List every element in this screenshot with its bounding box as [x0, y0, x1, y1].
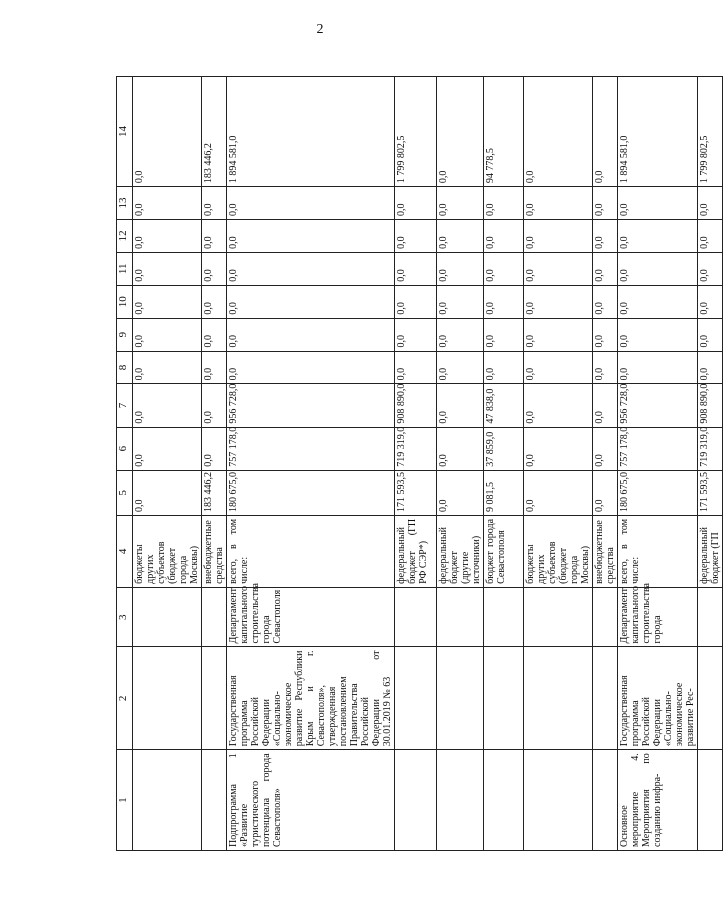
budget-table	[116, 76, 723, 851]
table-cell	[484, 647, 524, 750]
table-cell: 0,0	[437, 427, 484, 470]
table-cell: 719 319,0	[395, 427, 437, 470]
table-cell: 0,0	[227, 318, 395, 351]
table-cell: 0,0	[593, 318, 618, 351]
table-cell: 0,0	[133, 470, 202, 515]
table-cell: 0,0	[524, 318, 593, 351]
table-cell: 0,0	[484, 252, 524, 285]
table-cell	[437, 587, 484, 647]
table-cell: федеральный бюджет (другие источники)	[437, 515, 484, 587]
table-row	[484, 77, 524, 851]
column-header: 1	[117, 750, 133, 851]
table-cell	[133, 750, 202, 851]
table-row	[698, 77, 723, 851]
table-cell: 0,0	[698, 219, 723, 252]
table-cell: 0,0	[698, 187, 723, 220]
table-cell: 0,0	[395, 285, 437, 318]
table-cell: 0,0	[437, 187, 484, 220]
table-cell: 0,0	[593, 470, 618, 515]
table-cell	[395, 750, 437, 851]
table-cell: Государственная программа Российской Федерации «Социально-экономическое развитие Рес-	[618, 647, 698, 750]
table-cell: Государственная программа Российской Федерации «Социально-экономическое развитие Республики Крым и г. Севастополя», утвержденная постановлением Правительства Российской Федерации от 30.01.2019 № 63	[227, 647, 395, 750]
table-cell: 180 675,0	[618, 470, 698, 515]
table-row	[618, 77, 698, 851]
table-cell	[202, 587, 227, 647]
table-cell: 0,0	[437, 318, 484, 351]
table-cell: 0,0	[227, 252, 395, 285]
column-header: 3	[117, 587, 133, 647]
table-cell: 0,0	[227, 187, 395, 220]
table-cell: федеральный бюджет (ГП	[698, 515, 723, 587]
table-cell: 0,0	[524, 187, 593, 220]
table-cell: 1 799 802,5	[698, 77, 723, 187]
table-cell: 1 799 802,5	[395, 77, 437, 187]
table-cell: 0,0	[698, 351, 723, 384]
header-row	[117, 77, 133, 851]
table-cell: 757 178,0	[618, 427, 698, 470]
table-cell: 0,0	[618, 285, 698, 318]
table-cell: 0,0	[484, 351, 524, 384]
table-cell: 1 894 581,0	[227, 77, 395, 187]
column-header: 14	[117, 77, 133, 187]
column-header: 5	[117, 470, 133, 515]
table-cell: 1 894 581,0	[618, 77, 698, 187]
table-cell: 0,0	[395, 219, 437, 252]
table-cell: 0,0	[133, 252, 202, 285]
table-row	[524, 77, 593, 851]
table-cell: 0,0	[593, 384, 618, 427]
table-cell: 0,0	[227, 219, 395, 252]
table-cell: 908 890,0	[395, 384, 437, 427]
table-row	[395, 77, 437, 851]
column-header: 7	[117, 384, 133, 427]
table-cell: 0,0	[524, 77, 593, 187]
table-cell: 171 593,5	[698, 470, 723, 515]
table-cell: 0,0	[133, 318, 202, 351]
table-cell: 0,0	[524, 219, 593, 252]
table-cell: 0,0	[698, 285, 723, 318]
table-cell	[437, 750, 484, 851]
table-cell: 956 728,0	[227, 384, 395, 427]
table-cell: 0,0	[202, 351, 227, 384]
table-cell: 0,0	[484, 187, 524, 220]
table-cell: бюджеты других субъектов (бюджет города Москвы)	[524, 515, 593, 587]
table-cell: 0,0	[593, 252, 618, 285]
table-cell: 0,0	[524, 384, 593, 427]
table-cell	[395, 587, 437, 647]
table-cell: 0,0	[618, 187, 698, 220]
column-header: 10	[117, 285, 133, 318]
table-cell: 0,0	[484, 285, 524, 318]
table-cell: 719 319,0	[698, 427, 723, 470]
table-cell: 0,0	[395, 187, 437, 220]
table-cell: 0,0	[698, 252, 723, 285]
table-cell: 0,0	[202, 187, 227, 220]
table-cell: 0,0	[698, 318, 723, 351]
table-cell: 0,0	[395, 318, 437, 351]
table-cell	[698, 587, 723, 647]
table-cell: 0,0	[227, 285, 395, 318]
column-header: 11	[117, 252, 133, 285]
table-cell: 0,0	[227, 351, 395, 384]
table-cell: внебюджетные средства	[593, 515, 618, 587]
table-cell	[698, 647, 723, 750]
table-cell: 0,0	[133, 77, 202, 187]
table-cell: 183 446,2	[202, 77, 227, 187]
table-cell: 0,0	[133, 384, 202, 427]
table-cell: 0,0	[484, 318, 524, 351]
table-cell: 0,0	[133, 219, 202, 252]
table-cell: 956 728,0	[618, 384, 698, 427]
table-row	[227, 77, 395, 851]
table-cell	[524, 647, 593, 750]
table-cell: 0,0	[524, 252, 593, 285]
table-cell	[698, 750, 723, 851]
table-cell: федеральный бюджет (ГП РФ СЭР*)	[395, 515, 437, 587]
table-cell: 47 838,0	[484, 384, 524, 427]
table-cell: Департамент капитального строительства города Севастополя	[227, 587, 395, 647]
table-row	[437, 77, 484, 851]
table-cell: 0,0	[524, 351, 593, 384]
table-cell: 0,0	[618, 318, 698, 351]
table-cell: 0,0	[437, 285, 484, 318]
table-cell: 183 446,2	[202, 470, 227, 515]
table-row	[133, 77, 202, 851]
table-cell: 37 859,0	[484, 427, 524, 470]
table-cell: всего, в том числе:	[227, 515, 395, 587]
table-cell: 0,0	[133, 351, 202, 384]
column-header: 9	[117, 318, 133, 351]
table-cell: 0,0	[618, 351, 698, 384]
table-cell: Департамент капитального строительства города	[618, 587, 698, 647]
table-cell: 9 081,5	[484, 470, 524, 515]
table-cell	[202, 647, 227, 750]
table-cell: всего, в том числе:	[618, 515, 698, 587]
table-cell: 0,0	[618, 219, 698, 252]
table-cell: 0,0	[618, 252, 698, 285]
table-cell: 0,0	[202, 252, 227, 285]
table-cell: 0,0	[437, 470, 484, 515]
table-cell: 0,0	[133, 427, 202, 470]
table-row	[593, 77, 618, 851]
table-cell: 0,0	[395, 252, 437, 285]
column-header: 13	[117, 187, 133, 220]
table-cell: 0,0	[593, 219, 618, 252]
table-cell: 0,0	[202, 427, 227, 470]
table-cell: внебюджетные средства	[202, 515, 227, 587]
table-cell: 0,0	[437, 77, 484, 187]
table-cell: 0,0	[524, 427, 593, 470]
table-cell: 0,0	[524, 285, 593, 318]
column-header: 6	[117, 427, 133, 470]
table-cell: Подпрограмма 1 «Развитие туристического потенциала города Севастополя»	[227, 750, 395, 851]
column-header: 12	[117, 219, 133, 252]
table-cell: 0,0	[133, 187, 202, 220]
table-cell: бюджет города Севастополя	[484, 515, 524, 587]
table-cell	[593, 647, 618, 750]
table-cell: 0,0	[202, 285, 227, 318]
column-header: 2	[117, 647, 133, 750]
table-cell	[395, 647, 437, 750]
table-cell: 0,0	[484, 219, 524, 252]
table-cell	[524, 750, 593, 851]
table-cell: 171 593,5	[395, 470, 437, 515]
table-cell: 0,0	[593, 351, 618, 384]
table-row	[202, 77, 227, 851]
table-cell: 0,0	[437, 252, 484, 285]
table-cell: Основное мероприятие 4. Мероприятия по созданию инфра-	[618, 750, 698, 851]
table-cell	[133, 647, 202, 750]
table-cell	[484, 587, 524, 647]
table-cell	[484, 750, 524, 851]
column-header: 8	[117, 351, 133, 384]
table-cell: 0,0	[593, 427, 618, 470]
column-header: 4	[117, 515, 133, 587]
table-cell: 0,0	[133, 285, 202, 318]
table-cell: 0,0	[593, 187, 618, 220]
page-number: 2	[316, 22, 324, 37]
table-cell: 908 890,0	[698, 384, 723, 427]
table-cell: 0,0	[524, 470, 593, 515]
table-cell: 757 178,0	[227, 427, 395, 470]
table-cell: 0,0	[593, 77, 618, 187]
table-cell: 0,0	[437, 384, 484, 427]
table-cell	[593, 587, 618, 647]
table-cell	[133, 587, 202, 647]
table-cell: 94 778,5	[484, 77, 524, 187]
rotated-table-container	[116, 76, 721, 851]
table-cell: 0,0	[395, 351, 437, 384]
table-cell: 180 675,0	[227, 470, 395, 515]
table-cell: 0,0	[202, 384, 227, 427]
table-cell	[524, 587, 593, 647]
table-cell	[437, 647, 484, 750]
table-cell	[202, 750, 227, 851]
table-cell: 0,0	[437, 351, 484, 384]
table-cell: бюджеты других субъектов (бюджет города Москвы)	[133, 515, 202, 587]
table-cell: 0,0	[202, 219, 227, 252]
table-cell: 0,0	[593, 285, 618, 318]
table-cell: 0,0	[437, 219, 484, 252]
table-cell	[593, 750, 618, 851]
table-cell: 0,0	[202, 318, 227, 351]
